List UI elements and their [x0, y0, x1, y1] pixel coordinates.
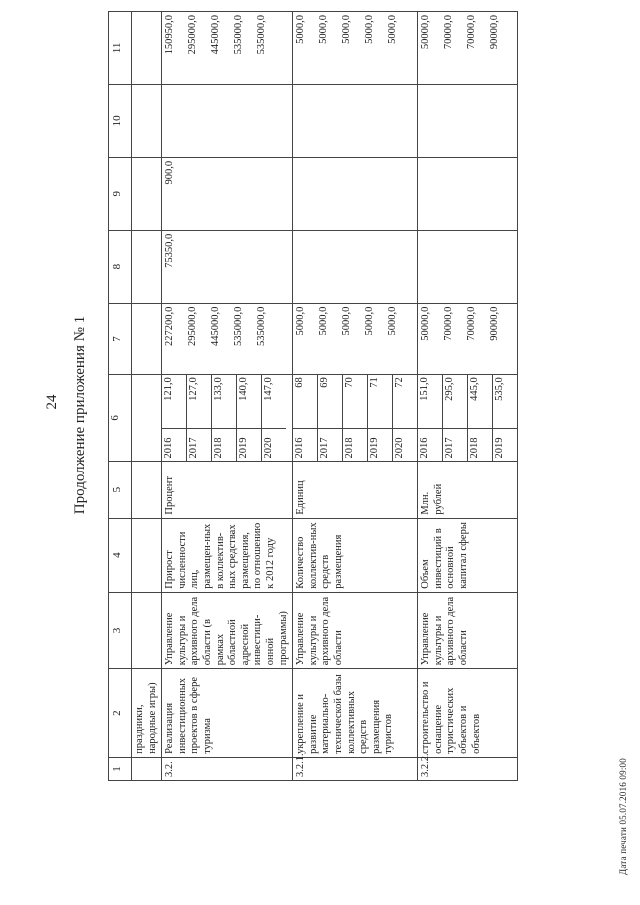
- funding-value: [164, 88, 187, 154]
- funding-value: [256, 234, 279, 300]
- year-row: [493, 375, 518, 460]
- funding-c7: [418, 303, 518, 375]
- funding-c9: [162, 157, 293, 230]
- table-row-lead: [132, 12, 162, 781]
- funding-value: [443, 161, 466, 227]
- funding-value: [420, 88, 443, 154]
- funding-value: [341, 161, 364, 227]
- year-values-table: [162, 375, 286, 460]
- year-row: [187, 375, 212, 460]
- funding-c8: [418, 230, 518, 303]
- year: 2020: [393, 428, 418, 461]
- row-number: 3.2.1.: [293, 757, 418, 780]
- year-row: [237, 375, 262, 460]
- header-cell: 1: [109, 757, 132, 780]
- funding-value: [466, 234, 489, 300]
- funding-value: [364, 161, 387, 227]
- funding-value: 5000,0: [364, 306, 376, 336]
- funding-value: 5000,0: [318, 306, 330, 336]
- header-cell: 10: [109, 84, 132, 157]
- funding-value: [387, 234, 410, 300]
- funding-c10: [162, 84, 293, 157]
- year-values-table: [418, 375, 517, 460]
- year-row: [212, 375, 237, 460]
- funding-value: 70000,0: [466, 306, 478, 341]
- indicator-value: 69: [318, 375, 343, 428]
- funding-value: 50000,0: [420, 15, 432, 50]
- funding-value: 535000,0: [233, 15, 245, 55]
- header-cell: 5: [109, 461, 132, 518]
- header-cell: 11: [109, 12, 132, 85]
- year: 2018: [468, 428, 493, 461]
- table-row: [162, 12, 293, 781]
- activity-name: строительство и оснащение туристических объектов и объектов: [418, 669, 518, 758]
- funding-value: [364, 234, 387, 300]
- funding-value: [387, 161, 410, 227]
- year-row: [418, 375, 443, 460]
- funding-value: 900,0: [164, 160, 176, 185]
- table-row: [293, 12, 418, 781]
- year: 2018: [343, 428, 368, 461]
- funding-c8: [293, 230, 418, 303]
- indicator-value: 133,0: [212, 375, 237, 428]
- funding-value: 295000,0: [187, 15, 199, 55]
- table-row: [418, 12, 518, 781]
- indicator-value: 72: [394, 377, 406, 388]
- year: 2019: [493, 428, 518, 461]
- funding-value: [256, 88, 279, 154]
- funding-value: [443, 88, 466, 154]
- funding-value: 535000,0: [256, 15, 268, 55]
- indicator-value: 535,0: [494, 377, 506, 401]
- funding-value: [489, 161, 512, 227]
- funding-value: 5000,0: [318, 15, 330, 44]
- funding-value: [187, 88, 210, 154]
- program-table: [108, 11, 518, 781]
- funding-value: [420, 161, 443, 227]
- funding-c11: [418, 12, 518, 85]
- funding-value: [318, 88, 341, 154]
- unit: Процент: [162, 461, 293, 518]
- year: 2017: [187, 428, 212, 461]
- indicator-value: 68: [293, 375, 318, 428]
- funding-value: 5000,0: [364, 15, 376, 44]
- executor: Управление культуры и архивного дела области: [418, 592, 518, 669]
- year-values-cell: [162, 375, 293, 461]
- year: 2019: [237, 428, 262, 461]
- funding-value: [210, 234, 233, 300]
- funding-value: [318, 234, 341, 300]
- funding-c7: [293, 303, 418, 375]
- indicator-value: 71: [368, 375, 393, 428]
- year-row: [162, 375, 187, 460]
- funding-value: [420, 234, 443, 300]
- funding-value: 50000,0: [420, 306, 432, 341]
- indicator-value: 70: [343, 375, 368, 428]
- header-row: [109, 12, 132, 781]
- funding-value: 70000,0: [443, 306, 455, 341]
- year-row: [393, 375, 418, 460]
- year: 2016: [418, 428, 443, 461]
- indicator-value: 295,0: [443, 375, 468, 428]
- funding-value: 150950,0: [164, 15, 176, 55]
- funding-value: [443, 234, 466, 300]
- funding-value: 5000,0: [387, 15, 399, 44]
- row-number: 3.2.: [162, 757, 293, 780]
- funding-value: 445000,0: [210, 15, 222, 55]
- year-values-cell: [293, 375, 418, 461]
- funding-value: 5000,0: [295, 15, 307, 44]
- header-cell: 9: [109, 157, 132, 230]
- row-number: 3.2.2.: [418, 757, 518, 780]
- funding-value: 227200,0: [164, 306, 176, 346]
- year-row: [443, 375, 468, 460]
- funding-value: 5000,0: [341, 15, 353, 44]
- funding-c9: [293, 157, 418, 230]
- year: 2016: [162, 428, 187, 461]
- funding-value: 75350,0: [164, 233, 176, 268]
- funding-value: [295, 234, 318, 300]
- header-cell: 4: [109, 518, 132, 592]
- funding-value: 70000,0: [443, 15, 455, 50]
- funding-value: [364, 88, 387, 154]
- funding-value: [341, 234, 364, 300]
- year-row: [262, 375, 287, 460]
- funding-c10: [293, 84, 418, 157]
- funding-value: 295000,0: [187, 306, 199, 346]
- funding-value: [233, 161, 256, 227]
- unit: Млн. рублей: [418, 461, 518, 518]
- funding-c11: [162, 12, 293, 85]
- funding-c11: [293, 12, 418, 85]
- indicator-value: 147,0: [263, 377, 275, 401]
- year: 2017: [443, 428, 468, 461]
- funding-value: 70000,0: [466, 15, 478, 50]
- funding-value: [233, 88, 256, 154]
- activity-name: укрепление и развитие материально-технической базы коллективных средств размещения туристов: [293, 669, 418, 758]
- funding-value: [233, 234, 256, 300]
- funding-value: [318, 161, 341, 227]
- year: 2020: [262, 428, 287, 461]
- funding-c7: [162, 303, 293, 375]
- year-row: [368, 375, 393, 460]
- indicator: Прирост численности лиц, размещен-ных в коллектив-ных средствах размещения, по отношению к 2012 году: [162, 518, 293, 592]
- page-number: 24: [44, 394, 60, 410]
- year: 2016: [293, 428, 318, 461]
- executor: Управление культуры и архивного дела области: [293, 592, 418, 669]
- year-values-cell: [418, 375, 518, 461]
- funding-c8: [162, 230, 293, 303]
- header-cell: 3: [109, 592, 132, 669]
- year-values-table: [293, 375, 417, 460]
- header-cell: 8: [109, 230, 132, 303]
- header-cell: 6: [109, 375, 132, 461]
- activity-name: праздники, народные игры): [132, 669, 162, 758]
- funding-value: [341, 88, 364, 154]
- year: 2019: [368, 428, 393, 461]
- year-row: [468, 375, 493, 460]
- funding-value: [210, 88, 233, 154]
- funding-value: [466, 161, 489, 227]
- activity-name: Реализация инвестиционных проектов в сфере туризма: [162, 669, 293, 758]
- year: 2017: [318, 428, 343, 461]
- funding-value: [187, 161, 210, 227]
- header-cell: 2: [109, 669, 132, 758]
- funding-value: 445000,0: [210, 306, 222, 346]
- indicator-value: 445,0: [468, 375, 493, 428]
- funding-value: 90000,0: [489, 306, 501, 341]
- funding-value: [489, 88, 512, 154]
- funding-value: [187, 234, 210, 300]
- indicator-value: 140,0: [237, 375, 262, 428]
- year: 2018: [212, 428, 237, 461]
- indicator: Объем инвестиций в основной капитал сферы: [418, 518, 518, 592]
- funding-value: [295, 88, 318, 154]
- funding-value: [295, 161, 318, 227]
- funding-value: [489, 234, 512, 300]
- executor: Управление культуры и архивного дела области (в рамках областной адресной инвестици-онной программы): [162, 592, 293, 669]
- funding-value: 90000,0: [489, 15, 501, 50]
- continuation-title: Продолжение приложения № 1: [72, 315, 88, 515]
- funding-value: 535000,0: [233, 306, 245, 346]
- funding-c10: [418, 84, 518, 157]
- year-row: [293, 375, 318, 460]
- year-row: [343, 375, 368, 460]
- header-cell: 7: [109, 303, 132, 375]
- funding-value: [387, 88, 410, 154]
- funding-value: 535000,0: [256, 306, 268, 346]
- indicator-value: 121,0: [162, 375, 187, 428]
- funding-c9: [418, 157, 518, 230]
- unit: Единиц: [293, 461, 418, 518]
- funding-value: 5000,0: [295, 306, 307, 336]
- funding-value: [210, 161, 233, 227]
- funding-value: 5000,0: [387, 306, 399, 336]
- indicator-value: 151,0: [418, 375, 443, 428]
- indicator: Количество коллектив-ных средств размещения: [293, 518, 418, 592]
- funding-value: 5000,0: [341, 306, 353, 336]
- funding-value: [256, 161, 279, 227]
- print-date-stamp: Дата печати 05.07.2016 09:00: [618, 758, 628, 875]
- indicator-value: 127,0: [187, 375, 212, 428]
- funding-value: [466, 88, 489, 154]
- year-row: [318, 375, 343, 460]
